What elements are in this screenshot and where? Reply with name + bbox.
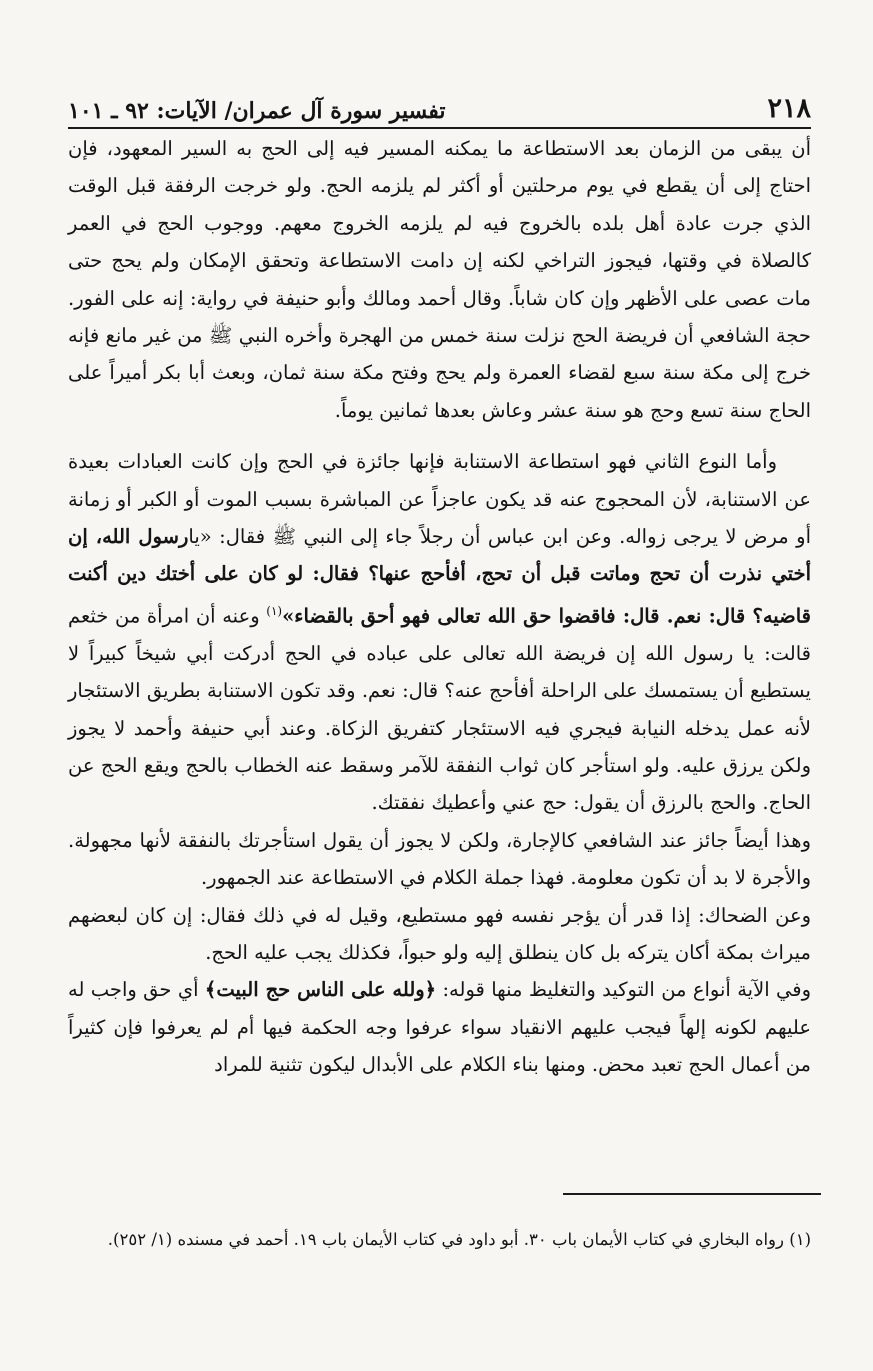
paragraph-2 [68,443,811,822]
footnote-1: (١) رواه البخاري في كتاب الأيمان باب ٣٠. أبو داود في كتاب الأيمان باب ١٩. أحمد في مسنده (١/ ٢٥٢). [107,1230,811,1249]
paragraph-2-intro: وأما النوع الثاني فهو استطاعة الاستنابة فإنها جائزة في الحج وإن كانت العبادات بعيدة عن الاستنابة، لأن المحجوج عنه قد يكون عاجزاً عن المباشرة بسبب الموت أو الكبر أو زمانة أو مرض لا يرجى زواله. وعن ابن عباس أن رجلاً جاء إلى النبي ﷺ فقال: «يا [68,450,811,549]
paragraph-3: وهذا أيضاً جائز عند الشافعي كالإجارة، ولكن لا يجوز أن يقول استأجرتك بالنفقة لأنها مجهولة. والأجرة لا بد أن تكون معلومة. فهذا جملة الكلام في الاستطاعة عند الجمهور. [68,828,811,890]
quran-quote: ﴿ولله على الناس حج البيت﴾ [204,978,437,1002]
footnote-divider [563,1193,821,1195]
hadith-quote: رسول الله، إن أختي نذرت أن تحج وماتت قبل أن تحج، أفأحج عنها؟ فقال: لو كان على أختك دين أكنت قاضيه؟ قال: نعم. قال: فاقضوا حق الله تعالى فهو أحق بالقضاء» [68,525,811,628]
page-header [68,82,811,129]
page-number: ٢١٨ [767,93,811,124]
footnote-ref-1: (١) [266,603,283,618]
paragraph-5-rest: أي حق واجب له عليهم لكونه إلهاً فيجب عليهم الانقياد سواء عرفوا وجه الحكمة فيها أم لم يعرفوا فإن كثيراً من أعمال الحج تعبد محض. ومنها بناء الكلام على الأبدال ليكون تثنية للمراد [68,978,811,1077]
paragraph-5-intro: وفي الآية أنواع من التوكيد والتغليظ منها قوله: [436,978,811,1002]
footnotes [68,1224,811,1256]
paragraph-2-rest: وعنه أن امرأة من خثعم قالت: يا رسول الله إن فريضة الله تعالى على عباده في الحج أدركت أبي شيخاً كبيراً لا يستطيع أن يستمسك على الراحلة أفأحج عنه؟ قال: نعم. وقد تكون الاستنابة بطريق الاستئجار لأنه عمل يدخله النيابة فيجري فيه الاستئجار كتفريق الزكاة. وعند أبي حنيفة وأحمد لا يجوز ولكن يرزق عليه. ولو استأجر كان ثواب النفقة للآمر وسقط عنه الخطاب بالحج ويقع الحج عن الحاج. والحج بالرزق أن يقول: حج عني وأعطيك نفقتك. [68,604,811,815]
paragraph-5 [68,971,811,1083]
paragraph-4: وعن الضحاك: إذا قدر أن يؤجر نفسه فهو مستطيع، وقيل له في ذلك فقال: إن كان لبعضهم ميراث بمكة أكان يتركه بل كان ينطلق إليه ولو حبواً، فكذلك يجب عليه الحج. [68,903,811,965]
paragraph-1: أن يبقى من الزمان بعد الاستطاعة ما يمكنه المسير فيه إلى الحج به السير المعهود، فإن احتاج إلى أن يقطع في يوم مرحلتين أو أكثر لم يلزمه الحج. ولو خرجت الرفقة قبل الوقت الذي جرت عادة أهل بلده بالخروج فيه لم يلزمه الخروج معهم. ووجوب الحج في العمر كالصلاة في وقتها، فيجوز التراخي لكنه إن دامت الاستطاعة وتحقق الإمكان ولم يحج حتى مات عصى على الأظهر وإن كان شاباً. وقال أحمد ومالك وأبو حنيفة في رواية: إنه على الفور. حجة الشافعي أن فريضة الحج نزلت سنة خمس من الهجرة وأخره النبي ﷺ من غير مانع فإنه خرج إلى مكة سنة سبع لقضاء العمرة ولم يحج وفتح مكة سنة ثمان، وبعث أبا بكر أميراً على الحاج سنة تسع وحج هو سنة عشر وعاش بعدها ثمانين يوماً. [68,137,811,422]
main-text [68,130,811,1084]
running-title: تفسير سورة آل عمران/ الآيات: ٩٢ ـ ١٠١ [68,98,446,124]
